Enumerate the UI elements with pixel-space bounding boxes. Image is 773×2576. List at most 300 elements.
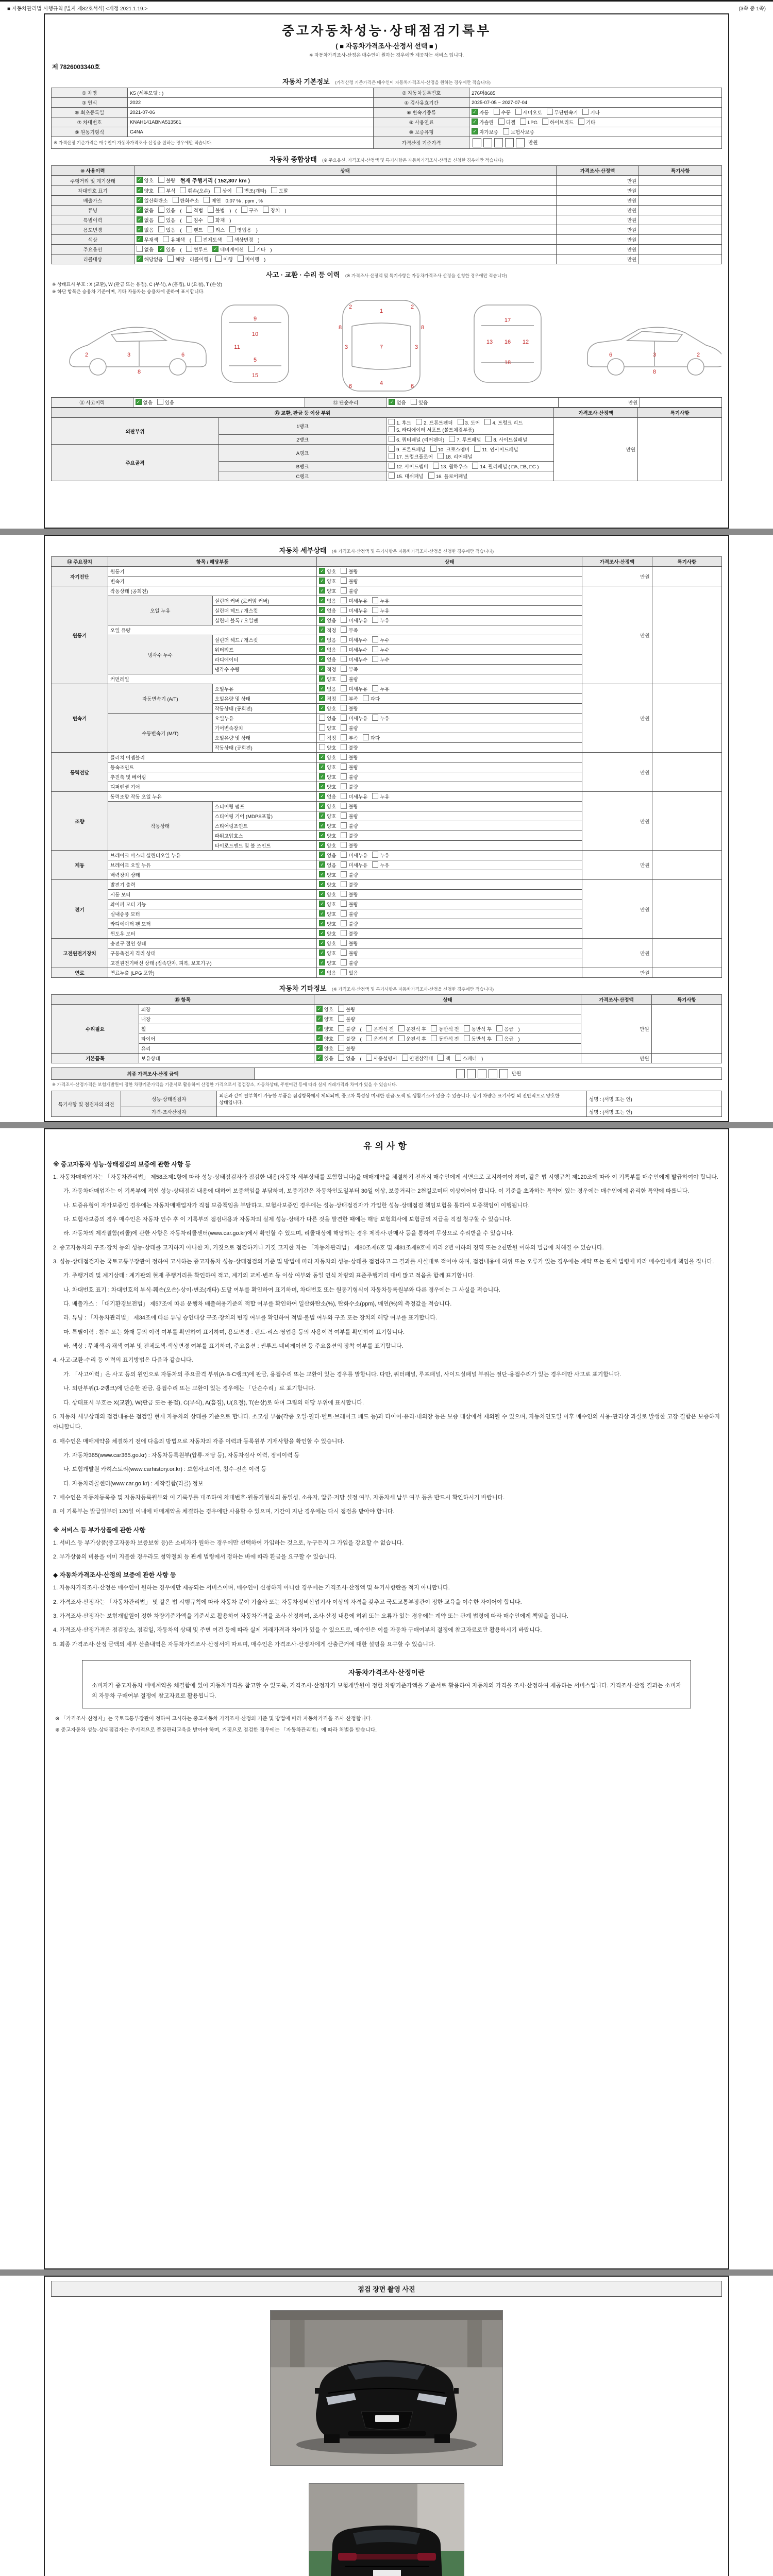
- checkbox[interactable]: [208, 226, 214, 232]
- notice-paragraph: 7. 매수인은 자동차등록증 및 자동차등록원부와 이 기록부를 대조하여 차대번호·원동기형식의 동일성, 소유자, 압류·저당 설정 여부, 자동차세 납부 여부 등을 반드시 확인하시기 바랍니다.: [53, 1494, 505, 1501]
- item-state: [317, 782, 582, 792]
- checkbox[interactable]: [319, 910, 325, 917]
- checkbox[interactable]: [503, 128, 509, 134]
- checkbox[interactable]: [319, 891, 325, 897]
- checkbox[interactable]: [319, 764, 325, 770]
- cell: 만원: [558, 398, 640, 408]
- check-option: [341, 597, 367, 604]
- overall-section-title: [51, 154, 722, 164]
- checkbox[interactable]: [137, 216, 143, 223]
- checkbox[interactable]: [341, 626, 347, 633]
- checkbox[interactable]: [186, 207, 192, 213]
- checkbox[interactable]: [186, 216, 192, 223]
- check-option: [263, 207, 280, 214]
- checkbox[interactable]: [341, 773, 347, 779]
- check-label: 없음: [327, 863, 337, 869]
- checkbox[interactable]: [229, 226, 236, 232]
- checkbox[interactable]: [341, 871, 347, 877]
- checkbox[interactable]: [341, 646, 347, 652]
- check-label: 양호: [327, 892, 337, 898]
- car-diagram: [52, 297, 721, 395]
- checkbox[interactable]: [319, 754, 325, 760]
- item-state: [317, 772, 582, 782]
- part-option: [389, 463, 428, 470]
- checkbox[interactable]: [319, 705, 325, 711]
- checkbox[interactable]: [237, 187, 243, 193]
- checkbox[interactable]: [366, 1025, 372, 1031]
- check-label: 불량: [346, 1007, 356, 1013]
- checkbox[interactable]: [319, 901, 325, 907]
- check-label: 누유: [380, 618, 390, 624]
- checkbox[interactable]: [438, 1055, 444, 1061]
- checkbox[interactable]: [316, 1006, 323, 1012]
- checkbox[interactable]: [372, 656, 378, 662]
- checkbox[interactable]: [319, 783, 325, 789]
- check-option: [316, 1025, 333, 1032]
- checkbox[interactable]: [137, 187, 143, 193]
- checkbox[interactable]: [372, 852, 378, 858]
- checkbox[interactable]: [341, 675, 347, 682]
- checkbox[interactable]: [484, 419, 491, 425]
- price-cell: 만원: [582, 567, 652, 586]
- checkbox[interactable]: [341, 783, 347, 789]
- checkbox[interactable]: [319, 822, 325, 828]
- checkbox[interactable]: [341, 959, 347, 965]
- checkbox[interactable]: [366, 1035, 372, 1041]
- checkbox[interactable]: [163, 236, 169, 242]
- checkbox[interactable]: [341, 764, 347, 770]
- checkbox[interactable]: [158, 207, 164, 213]
- check-label: 양호: [327, 804, 337, 810]
- checkbox[interactable]: [542, 118, 548, 125]
- checkbox[interactable]: [167, 256, 174, 262]
- checkbox[interactable]: [157, 399, 163, 405]
- check-option: [547, 109, 578, 116]
- cell: [134, 225, 556, 235]
- checkbox[interactable]: [366, 1055, 372, 1061]
- checkbox[interactable]: [372, 646, 378, 652]
- checkbox[interactable]: [515, 109, 522, 115]
- check-label: 누유: [380, 599, 390, 604]
- checkbox[interactable]: [341, 695, 347, 701]
- checkbox[interactable]: [186, 246, 192, 252]
- checkbox[interactable]: [319, 695, 325, 701]
- check-label: 없음: [327, 638, 337, 643]
- checkbox[interactable]: [338, 1025, 344, 1031]
- checkbox[interactable]: [547, 109, 553, 115]
- checkbox[interactable]: [372, 617, 378, 623]
- checkbox[interactable]: [341, 901, 347, 907]
- check-label: 스패너: [462, 1056, 477, 1062]
- check-option: [341, 646, 367, 653]
- table-row: [52, 176, 722, 186]
- check-option: [363, 734, 380, 741]
- checkbox[interactable]: [582, 109, 589, 115]
- checkbox[interactable]: [319, 832, 325, 838]
- checkbox[interactable]: [341, 744, 347, 750]
- checkbox[interactable]: [137, 246, 143, 252]
- checkbox[interactable]: [389, 472, 395, 479]
- device-group: 변속기: [52, 684, 108, 753]
- checkbox[interactable]: [430, 446, 436, 452]
- checkbox[interactable]: [389, 399, 395, 405]
- checkbox[interactable]: [248, 246, 255, 252]
- checkbox[interactable]: [319, 959, 325, 965]
- checkbox[interactable]: [341, 793, 347, 799]
- checkbox[interactable]: [464, 1035, 470, 1041]
- checkbox[interactable]: [372, 793, 378, 799]
- checkbox[interactable]: [271, 187, 277, 193]
- checkbox[interactable]: [319, 587, 325, 594]
- item-label: 휠: [139, 1024, 314, 1034]
- notice-paragraph: 다. 보험사보증의 경우 매수인은 자동차 인수 후 이 기록부의 점검내용과 자동차의 실제 성능·상태가 다른 것을 발견한 때에는 해당 보험회사에 보험금의 지급을 직접 청구할 수 있습니다.: [63, 1216, 512, 1223]
- item-state: [317, 665, 582, 674]
- check-option: [341, 822, 358, 829]
- checkbox[interactable]: [341, 861, 347, 868]
- notice-paragraph: 1. 서비스 등 부가상품(중고자동차 보증보험 등)은 소비자가 원하는 경우에만 선택하여 가입하는 것으로, 누구든지 그 가입을 강요할 수 없습니다.: [53, 1539, 404, 1546]
- checkbox[interactable]: [341, 803, 347, 809]
- checkbox[interactable]: [137, 177, 143, 183]
- checkbox[interactable]: [578, 118, 584, 125]
- checkbox[interactable]: [363, 734, 369, 740]
- checkbox[interactable]: [341, 910, 347, 917]
- checkbox[interactable]: [319, 675, 325, 682]
- checkbox[interactable]: [449, 436, 455, 442]
- checkbox[interactable]: [319, 773, 325, 779]
- checkbox[interactable]: [341, 617, 347, 623]
- checkbox[interactable]: [195, 236, 201, 242]
- checkbox[interactable]: [389, 463, 395, 469]
- table-row: [52, 398, 722, 408]
- check-label: 동반석 후: [471, 1027, 492, 1032]
- checkbox[interactable]: [316, 1055, 323, 1061]
- checkbox[interactable]: [411, 399, 417, 405]
- checkbox[interactable]: [472, 463, 478, 469]
- checkbox[interactable]: [472, 128, 478, 134]
- cell: 만원: [556, 235, 639, 245]
- checkbox[interactable]: [137, 197, 143, 203]
- checkbox[interactable]: [319, 636, 325, 642]
- checkbox[interactable]: [338, 1015, 344, 1022]
- photos-section-title: 점검 장면 촬영 사진: [51, 2281, 722, 2297]
- checkbox[interactable]: [319, 969, 325, 975]
- checkbox[interactable]: [208, 207, 214, 213]
- check-option: [366, 1025, 394, 1032]
- table-row: [52, 1068, 722, 1080]
- check-label: 부족: [348, 736, 358, 741]
- cell: 특기사항: [639, 166, 722, 176]
- checkbox[interactable]: [316, 1045, 323, 1051]
- checkbox[interactable]: [341, 930, 347, 936]
- checkbox[interactable]: [158, 246, 164, 252]
- checkbox[interactable]: [341, 685, 347, 691]
- checkbox[interactable]: [520, 118, 526, 125]
- checkbox[interactable]: [186, 226, 192, 232]
- check-label: 없음: [327, 687, 337, 692]
- checkbox[interactable]: [464, 1025, 470, 1031]
- check-option: [341, 685, 367, 692]
- checkbox[interactable]: [431, 1025, 437, 1031]
- checkbox[interactable]: [389, 446, 395, 452]
- checkbox[interactable]: [341, 822, 347, 828]
- check-label: 부족: [348, 697, 358, 702]
- checkbox[interactable]: [319, 940, 325, 946]
- checkbox[interactable]: [341, 607, 347, 613]
- note-cell: [638, 418, 722, 481]
- check-option: [341, 626, 358, 634]
- part-label: 7. 루프패널: [457, 437, 481, 443]
- check-option: [271, 187, 288, 194]
- checkbox[interactable]: [319, 812, 325, 819]
- checkbox[interactable]: [208, 216, 214, 223]
- notice-paragraph: 6. 매수인은 매매계약을 체결하기 전에 다음의 방법으로 자동차의 각종 이력과 등록원부 기재사항을 확인할 수 있습니다.: [53, 1438, 345, 1445]
- checkbox[interactable]: [204, 197, 210, 203]
- checkbox[interactable]: [319, 646, 325, 652]
- checkbox[interactable]: [341, 724, 347, 731]
- checkbox[interactable]: [319, 950, 325, 956]
- svg-text:2: 2: [410, 304, 414, 310]
- svg-text:6: 6: [609, 352, 613, 358]
- checkbox[interactable]: [372, 861, 378, 868]
- check-option: [227, 236, 254, 243]
- checkbox[interactable]: [319, 597, 325, 603]
- table-row: [52, 586, 722, 596]
- check-label: 양호: [327, 755, 337, 761]
- checkbox[interactable]: [341, 597, 347, 603]
- checkbox[interactable]: [319, 626, 325, 633]
- checkbox[interactable]: [341, 705, 347, 711]
- checkbox[interactable]: [319, 685, 325, 691]
- checkbox[interactable]: [136, 399, 142, 405]
- checkbox[interactable]: [158, 226, 164, 232]
- checkbox[interactable]: [433, 463, 439, 469]
- definition-text: 소비자가 중고자동차 매매계약을 체결함에 있어 자동차가격을 참고할 수 있도록, 가격조사·산정자가 보험개발원이 정한 차량기준가액을 기준서로 활용하여 자동차의 가격을 조사·산정하여 제공하는 서비스입니다. 가격조사·산정 결과는 소비자의 자동차 구매여부 결정에 참고자료로 활용됩니다.: [92, 1683, 681, 1699]
- check-label: 불량: [348, 834, 358, 839]
- checkbox[interactable]: [338, 1035, 344, 1041]
- check-label: 양호: [324, 1027, 334, 1032]
- checkbox[interactable]: [338, 1045, 344, 1051]
- checkbox[interactable]: [372, 636, 378, 642]
- checkbox[interactable]: [316, 1015, 323, 1022]
- notice-paragraph: 4. 사고·교환·수리 등 이력의 표기방법은 다음과 같습니다.: [53, 1357, 193, 1364]
- checkbox[interactable]: [438, 453, 444, 459]
- checkbox[interactable]: [241, 207, 247, 213]
- checkbox[interactable]: [316, 1025, 323, 1031]
- check-option: [319, 646, 336, 653]
- checkbox[interactable]: [341, 852, 347, 858]
- checkbox[interactable]: [319, 793, 325, 799]
- check-label: 양호: [324, 1007, 334, 1013]
- checkbox[interactable]: [498, 118, 505, 125]
- check-option: [372, 861, 389, 869]
- checkbox[interactable]: [319, 930, 325, 936]
- check-label: 없음: [327, 657, 337, 663]
- checkbox[interactable]: [431, 1035, 437, 1041]
- checkbox[interactable]: [263, 207, 269, 213]
- checkbox[interactable]: [158, 177, 164, 183]
- check-option: [341, 920, 358, 927]
- checkbox[interactable]: [158, 216, 164, 223]
- inspection-photo-rear: [309, 2483, 464, 2576]
- item-label: 실린더 헤드 / 개스킷: [212, 635, 317, 645]
- digit-box: [499, 1069, 508, 1078]
- check-label: 도말: [278, 189, 289, 194]
- checkbox[interactable]: [472, 109, 478, 115]
- checkbox[interactable]: [341, 842, 347, 848]
- table-row: [52, 753, 722, 762]
- checkbox[interactable]: [180, 187, 186, 193]
- checkbox[interactable]: [372, 715, 378, 721]
- item-state: [317, 841, 582, 851]
- notice-paragraph: 5. 최종 가격조사·산정 금액의 세부 산출내역은 자동차가격조사·산정서에 따르며, 매수인은 가격조사·산정자에게 산출근거에 대한 설명을 요구할 수 있습니다.: [53, 1641, 435, 1648]
- cell: [639, 186, 722, 196]
- checkbox[interactable]: [341, 666, 347, 672]
- checkbox[interactable]: [319, 656, 325, 662]
- check-option: [319, 852, 336, 859]
- checkbox[interactable]: [341, 734, 347, 740]
- checkbox[interactable]: [474, 446, 480, 452]
- checkbox[interactable]: [341, 891, 347, 897]
- checkbox[interactable]: [341, 715, 347, 721]
- check-label: 없음: [346, 1056, 356, 1062]
- checkbox[interactable]: [215, 256, 222, 262]
- check-label: 매연: [211, 198, 221, 204]
- checkbox[interactable]: [341, 636, 347, 642]
- rank-label: A랭크: [219, 445, 386, 462]
- checkbox[interactable]: [428, 472, 434, 479]
- checkbox[interactable]: [338, 1006, 344, 1012]
- checkbox[interactable]: [319, 861, 325, 868]
- checkbox[interactable]: [319, 842, 325, 848]
- check-option: [520, 118, 537, 126]
- checkbox[interactable]: [372, 597, 378, 603]
- etc-section-title: [51, 983, 722, 993]
- check-option: [319, 764, 336, 771]
- price-unit: 만원: [528, 140, 538, 146]
- check-label: 렌트: [193, 228, 203, 233]
- check-option: [341, 901, 358, 908]
- item-state: [317, 948, 582, 958]
- notice-heading: ◆ 자동차가격조사·산정의 보증에 관한 사항 등: [53, 1571, 176, 1579]
- checkbox[interactable]: [341, 812, 347, 819]
- checkbox[interactable]: [319, 871, 325, 877]
- checkbox[interactable]: [319, 920, 325, 926]
- checkbox[interactable]: [319, 724, 325, 731]
- checkbox[interactable]: [341, 578, 347, 584]
- checkbox[interactable]: [319, 607, 325, 613]
- checkbox[interactable]: [319, 852, 325, 858]
- check-label: 있음: [324, 1056, 334, 1062]
- checkbox[interactable]: [485, 436, 492, 442]
- checkbox[interactable]: [341, 587, 347, 594]
- checkbox[interactable]: [341, 920, 347, 926]
- checkbox[interactable]: [319, 734, 325, 740]
- checkbox[interactable]: [341, 656, 347, 662]
- checkbox[interactable]: [137, 256, 143, 262]
- checkbox[interactable]: [389, 453, 395, 459]
- checkbox[interactable]: [398, 1035, 405, 1041]
- checkbox[interactable]: [319, 744, 325, 750]
- checkbox[interactable]: [319, 666, 325, 672]
- checkbox[interactable]: [494, 109, 500, 115]
- checkbox[interactable]: [341, 881, 347, 887]
- part-option: [474, 446, 518, 453]
- item-label: 오일유량 및 상태: [212, 694, 317, 704]
- checkbox[interactable]: [319, 578, 325, 584]
- checkbox[interactable]: [341, 969, 347, 975]
- form-reference: ■ 자동차관리법 시행규칙 [별지 제82호서식] <개정 2021.1.19.>: [7, 6, 148, 12]
- checkbox[interactable]: [319, 803, 325, 809]
- checkbox[interactable]: [238, 256, 244, 262]
- checkbox[interactable]: [137, 207, 143, 213]
- checkbox[interactable]: [227, 236, 233, 242]
- state-text: (: [189, 238, 191, 243]
- check-label: 불량: [348, 579, 358, 585]
- checkbox[interactable]: [137, 226, 143, 232]
- item-state: [317, 890, 582, 900]
- cell: ⑦ 차대번호: [52, 117, 128, 127]
- checkbox[interactable]: [338, 1055, 344, 1061]
- checkbox[interactable]: [341, 754, 347, 760]
- checkbox[interactable]: [402, 1055, 408, 1061]
- checkbox[interactable]: [214, 187, 221, 193]
- checkbox[interactable]: [137, 236, 143, 242]
- checkbox[interactable]: [389, 436, 395, 442]
- checkbox[interactable]: [496, 1025, 502, 1031]
- part-label: 14. 필러패널 ( □A, □B, □C ): [480, 464, 539, 470]
- checkbox[interactable]: [319, 715, 325, 721]
- checkbox[interactable]: [363, 695, 369, 701]
- checkbox[interactable]: [341, 940, 347, 946]
- checkbox[interactable]: [472, 118, 478, 125]
- checkbox[interactable]: [389, 419, 395, 425]
- checkbox[interactable]: [319, 881, 325, 887]
- item-state: [317, 625, 582, 635]
- checkbox[interactable]: [398, 1025, 405, 1031]
- check-label: 양호: [324, 1037, 334, 1042]
- checkbox[interactable]: [341, 568, 347, 574]
- part-option: [433, 463, 468, 470]
- checkbox[interactable]: [341, 950, 347, 956]
- checkbox[interactable]: [389, 426, 395, 432]
- item-label: 시동 모터: [108, 890, 317, 900]
- checkbox[interactable]: [212, 246, 219, 252]
- table-row: [52, 1005, 722, 1014]
- cell: ⑫ 단순수리: [305, 398, 386, 408]
- checkbox[interactable]: [158, 187, 164, 193]
- checkbox[interactable]: [319, 568, 325, 574]
- checkbox[interactable]: [372, 685, 378, 691]
- checkbox[interactable]: [319, 617, 325, 623]
- check-option: [208, 207, 225, 214]
- item-state: [317, 635, 582, 645]
- cell: [134, 206, 556, 215]
- part-option: [389, 436, 444, 443]
- check-option: [431, 1025, 459, 1032]
- checkbox[interactable]: [496, 1035, 502, 1041]
- checkbox[interactable]: [316, 1035, 323, 1041]
- checkbox[interactable]: [455, 1055, 461, 1061]
- cell: 튜닝: [52, 206, 135, 215]
- checkbox[interactable]: [416, 419, 422, 425]
- part-label: 5. 라디에이터 서포트 (볼트체결부품): [396, 428, 474, 433]
- checkbox[interactable]: [341, 832, 347, 838]
- checkbox[interactable]: [458, 419, 464, 425]
- checkbox[interactable]: [372, 607, 378, 613]
- checkbox[interactable]: [173, 197, 179, 203]
- check-option: [316, 1045, 333, 1052]
- check-option: [341, 940, 358, 947]
